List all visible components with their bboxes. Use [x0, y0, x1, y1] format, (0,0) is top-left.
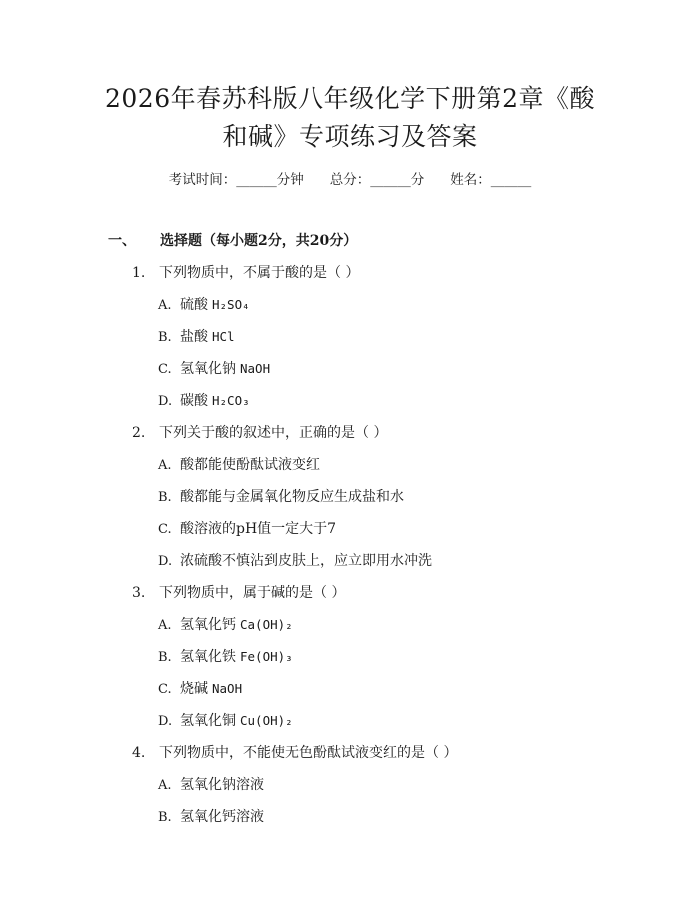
exam-info — [0, 168, 700, 188]
option-1-a — [158, 294, 250, 314]
option-3-c — [158, 678, 242, 698]
option-text: 硫酸 — [180, 297, 208, 313]
page-title-line-2: 和碱》专项练习及答案 — [222, 122, 478, 151]
question-text: 下列物质中，不能使无色酚酞试液变红的是（ ） — [159, 745, 458, 761]
option-letter: B. — [158, 490, 172, 505]
option-1-c — [158, 358, 270, 378]
option-1-d — [158, 390, 250, 410]
option-2-c — [158, 518, 336, 538]
question-text: 下列物质中，不属于酸的是（ ） — [159, 265, 360, 281]
option-2-a — [158, 454, 320, 474]
section-number: 一、 — [108, 233, 136, 249]
option-letter: A. — [158, 778, 172, 793]
section-title: 选择题（每小题2分，共20分） — [160, 233, 358, 249]
chemical-formula: H₂CO₃ — [212, 393, 250, 408]
option-letter: D. — [158, 394, 173, 409]
chemical-formula: H₂SO₄ — [212, 297, 250, 312]
option-3-a — [158, 614, 293, 634]
question-4 — [132, 742, 457, 762]
chemical-formula: Fe(OH)₃ — [240, 649, 293, 664]
question-number: 4. — [132, 745, 146, 761]
chemical-formula: Ca(OH)₂ — [240, 617, 293, 632]
option-4-b — [158, 806, 264, 826]
option-letter: B. — [158, 650, 172, 665]
option-text: 氢氧化铜 — [180, 713, 236, 729]
option-letter: A. — [158, 458, 172, 473]
option-text: 碳酸 — [180, 393, 208, 409]
question-1 — [132, 262, 359, 282]
option-3-b — [158, 646, 293, 666]
option-text: 氢氧化钠 — [180, 361, 236, 377]
option-text: 烧碱 — [180, 681, 208, 697]
option-text: 氢氧化铁 — [180, 649, 236, 665]
option-letter: D. — [158, 714, 173, 729]
option-text: 酸溶液的pH值一定大于7 — [180, 521, 337, 537]
chemical-formula: NaOH — [240, 361, 271, 376]
option-letter: B. — [158, 810, 172, 825]
option-text: 盐酸 — [180, 329, 208, 345]
option-letter: A. — [158, 298, 172, 313]
student-name-field: 姓名：______ — [450, 172, 532, 188]
option-text: 氢氧化钙溶液 — [180, 809, 264, 825]
chemical-formula: HCl — [212, 329, 235, 344]
total-score-field: 总分：______分 — [329, 172, 425, 188]
question-number: 3. — [132, 585, 146, 601]
question-3 — [132, 582, 345, 602]
option-3-d — [158, 710, 293, 730]
option-text: 浓硫酸不慎沾到皮肤上，应立即用水冲洗 — [180, 553, 432, 569]
option-text: 氢氧化钠溶液 — [180, 777, 264, 793]
exam-time-field: 考试时间：______分钟 — [168, 172, 304, 188]
option-2-b — [158, 486, 404, 506]
question-number: 2. — [132, 425, 146, 441]
option-letter: B. — [158, 330, 172, 345]
option-letter: C. — [158, 362, 172, 377]
option-letter: D. — [158, 554, 173, 569]
page-title-line-1: 2026年春苏科版八年级化学下册第2章《酸 — [104, 84, 596, 113]
option-text: 氢氧化钙 — [180, 617, 236, 633]
chemical-formula: NaOH — [212, 681, 243, 696]
option-text: 酸都能使酚酞试液变红 — [180, 457, 320, 473]
section-heading — [108, 230, 357, 250]
option-letter: C. — [158, 522, 172, 537]
option-letter: C. — [158, 682, 172, 697]
option-text: 酸都能与金属氧化物反应生成盐和水 — [180, 489, 404, 505]
chemical-formula: Cu(OH)₂ — [240, 713, 293, 728]
question-text: 下列物质中，属于碱的是（ ） — [159, 585, 346, 601]
question-2 — [132, 422, 387, 442]
option-4-a — [158, 774, 264, 794]
option-1-b — [158, 326, 235, 346]
question-number: 1. — [132, 265, 146, 281]
option-2-d — [158, 550, 432, 570]
question-text: 下列关于酸的叙述中，正确的是（ ） — [159, 425, 388, 441]
option-letter: A. — [158, 618, 172, 633]
